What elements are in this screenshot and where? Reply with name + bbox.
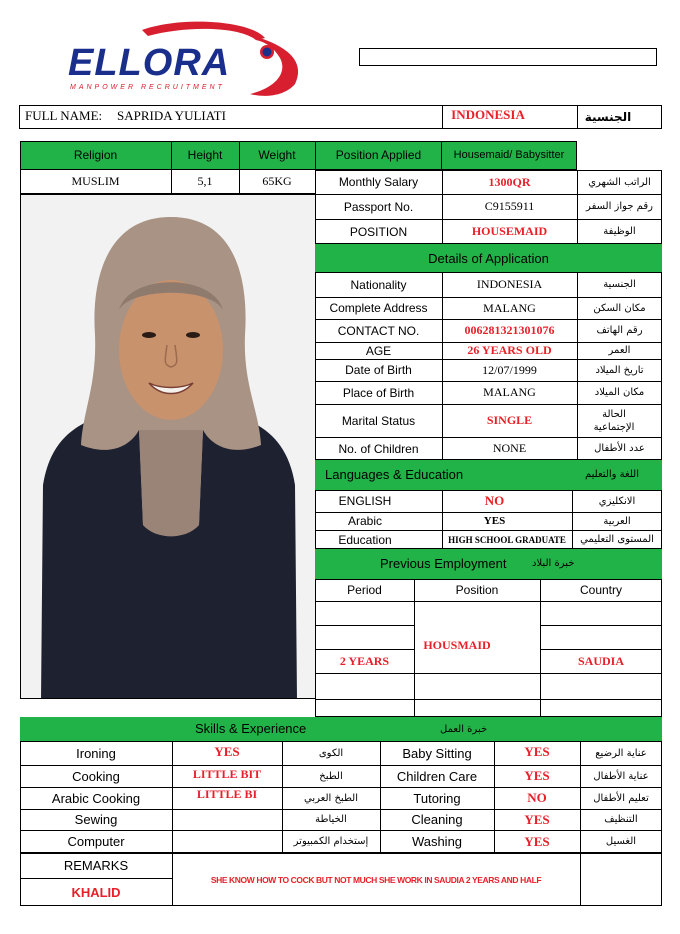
passport-value: C9155911	[484, 199, 535, 213]
children-value: NONE	[492, 441, 527, 455]
arabic-ar: العربية	[603, 515, 631, 527]
skill-sewing-value	[172, 809, 282, 830]
education-ar: المستوى التعليمي	[580, 534, 654, 545]
religion-value: MUSLIM	[71, 174, 120, 188]
employment-title: Previous Employment	[380, 556, 507, 571]
contact-value: 006281321301076	[464, 323, 555, 337]
skill-computer-label: Computer	[67, 834, 125, 849]
skill-baby-sitting-ar: عناية الرضيع	[595, 747, 647, 759]
skill-children-care-value: YES	[524, 768, 550, 783]
skill-cleaning-label: Cleaning	[411, 812, 463, 827]
skill-cleaning-value: YES	[524, 811, 550, 827]
nationality-value: INDONESIA	[476, 277, 543, 291]
details-title: Details of Application	[428, 250, 549, 266]
skill-arabic-cooking-label: Arabic Cooking	[51, 790, 141, 806]
skill-ironing-ar: الكوى	[318, 747, 344, 759]
candidate-photo	[20, 194, 316, 699]
address-value: MALANG	[483, 300, 536, 315]
logo-brand-text: ELLORA	[68, 42, 231, 84]
dob-label: Date of Birth	[345, 363, 412, 377]
age-value: 26 YEARS OLD	[467, 343, 552, 357]
passport-ar: رقم جواز السفر	[586, 201, 653, 212]
full-name-value: SAPRIDA YULIATI	[117, 108, 226, 123]
education-value: HIGH SCHOOL GRADUATE	[448, 534, 566, 545]
skills-header	[20, 717, 662, 741]
person-photo-icon	[21, 195, 316, 699]
ellora-logo	[60, 18, 310, 102]
skill-children-care-label: Children Care	[396, 768, 478, 784]
dob-ar: تاريخ الميلاد	[595, 364, 644, 376]
marital-status-ar: الحالة الإجتماعية	[593, 408, 635, 433]
marital-status-value: SINGLE	[486, 413, 533, 427]
english-ar: الانكليزي	[598, 495, 636, 507]
marital-status-label: Marital Status	[341, 413, 416, 428]
skill-cooking-label: Cooking	[72, 768, 120, 784]
full-name-label: FULL NAME:	[25, 108, 103, 123]
remarks-label: REMARKS	[63, 858, 129, 873]
position-value: HOUSEMAID	[471, 224, 548, 238]
logo-tagline: MANPOWER RECRUITMENT	[70, 84, 225, 91]
english-label: ENGLISH	[338, 494, 392, 508]
employment-position: HOUSMAID	[423, 637, 491, 652]
period-col-header: Period	[347, 583, 382, 597]
skill-cleaning-ar: التنظيف	[604, 814, 638, 825]
arabic-value: YES	[483, 515, 506, 527]
languages-title-ar: اللغة والتعليم	[585, 469, 639, 480]
skill-sewing-label: Sewing	[74, 812, 118, 827]
pob-value: MALANG	[483, 385, 536, 399]
monthly-salary-ar: الراتب الشهري	[588, 176, 651, 188]
nationality-header-value: INDONESIA	[451, 107, 525, 122]
reference-box	[359, 48, 657, 66]
weight-value: 65KG	[262, 174, 292, 188]
religion-label: Religion	[73, 148, 118, 162]
full-name-row	[19, 105, 662, 129]
skill-baby-sitting-label: Baby Sitting	[402, 745, 472, 761]
remarks-agent: KHALID	[71, 884, 121, 900]
skill-washing-value: YES	[524, 833, 550, 849]
skills-title-ar: خبرة العمل	[440, 724, 488, 735]
weight-label: Weight	[258, 148, 296, 162]
contact-label: CONTACT NO.	[337, 323, 420, 338]
education-label: Education	[338, 532, 392, 547]
skill-tutoring-ar: تعليم الأطفال	[593, 792, 649, 804]
skill-ironing-value: YES	[214, 744, 240, 759]
arabic-label: Arabic	[347, 514, 382, 528]
remarks-text: SHE KNOW HOW TO COCK BUT NOT MUCH SHE WORK IN SAUDIA 2 YEARS AND HALF	[210, 875, 542, 885]
age-label: AGE	[365, 343, 392, 358]
employment-country: SAUDIA	[577, 653, 624, 668]
skill-washing-ar: الغسيل	[605, 836, 637, 847]
languages-title: Languages & Education	[325, 467, 464, 482]
address-label: Complete Address	[329, 301, 428, 315]
pob-ar: مكان الميلاد	[594, 387, 645, 398]
height-label: Height	[187, 148, 223, 162]
skill-tutoring-label: Tutoring	[413, 790, 461, 806]
dob-value: 12/07/1999	[482, 362, 537, 377]
position-applied-label: Position Applied	[335, 148, 422, 162]
skill-ironing-label: Ironing	[76, 745, 116, 761]
position-ar: الوظيفة	[603, 226, 636, 237]
monthly-salary-value: 1300QR	[488, 174, 531, 189]
height-value: 5,1	[197, 174, 213, 188]
skill-baby-sitting-value: YES	[524, 744, 550, 759]
skill-arabic-cooking-value: LITTLE BI	[196, 786, 258, 801]
skill-cooking-value: LITTLE BIT	[192, 766, 262, 781]
nationality-label: Nationality	[350, 277, 407, 292]
position-col-header: Position	[455, 583, 499, 597]
skill-tutoring-value: NO	[527, 790, 547, 805]
employment-title-ar: خبرة البلاد	[532, 558, 575, 569]
skill-computer-value	[172, 830, 282, 853]
nationality-ar: الجنسية	[603, 279, 636, 290]
monthly-salary-label: Monthly Salary	[338, 175, 419, 189]
skill-arabic-cooking-ar: الطبخ العربي	[304, 792, 358, 804]
children-label: No. of Children	[338, 441, 419, 456]
skill-computer-ar: إستخدام الكمبيوتر	[293, 836, 369, 847]
skills-title: Skills & Experience	[195, 721, 307, 736]
contact-ar: رقم الهاتف	[596, 325, 643, 336]
english-value: NO	[484, 493, 505, 508]
passport-label: Passport No.	[343, 199, 414, 214]
skill-sewing-ar: الخياطة	[315, 814, 347, 825]
age-ar: العمر	[608, 345, 631, 356]
address-ar: مكان السكن	[593, 302, 646, 314]
position-applied-value: Housemaid/ Babysitter	[453, 149, 565, 161]
country-col-header: Country	[579, 583, 623, 597]
skill-cooking-ar: الطبخ	[319, 770, 343, 782]
employment-period: 2 YEARS	[339, 653, 390, 668]
position-label: POSITION	[349, 224, 408, 239]
children-ar: عدد الأطفال	[594, 443, 645, 454]
skill-washing-label: Washing	[411, 834, 463, 849]
nationality-header-ar: الجنسية	[584, 110, 632, 124]
skill-children-care-ar: عناية الأطفال	[593, 770, 649, 782]
pob-label: Place of Birth	[342, 385, 415, 400]
